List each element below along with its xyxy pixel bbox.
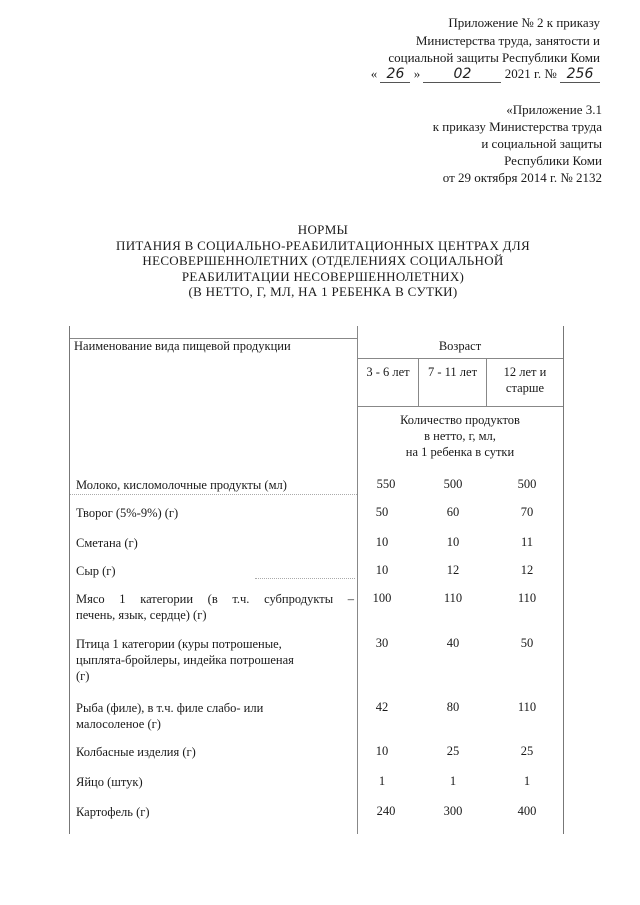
row-2-age1: 10	[375, 535, 389, 549]
row-5-name-line2: цыплята-бройлеры, индейка потрошеная	[76, 653, 294, 667]
row-9-age1: 240	[376, 804, 396, 818]
appendix31-line1: «Приложение 3.1	[506, 102, 602, 117]
appendix31-line4: Республики Коми	[504, 153, 602, 168]
row-3-age1: 10	[375, 563, 389, 577]
row-6-name	[76, 700, 354, 732]
row-3-rule	[255, 578, 355, 579]
age-group-1: 3 - 6 лет	[366, 365, 410, 379]
age-group-2: 7 - 11 лет	[427, 365, 478, 379]
title-line4: РЕАБИЛИТАЦИИ НЕСОВЕРШЕННОЛЕТНИХ)	[181, 268, 465, 284]
order-number: 256	[566, 66, 594, 82]
row-5-age1: 30	[375, 636, 389, 650]
appendix2-header	[340, 14, 600, 67]
col-name-header: Наименование вида пищевой продукции	[74, 339, 291, 353]
row-2-age2: 10	[446, 535, 460, 549]
appendix2-line3: социальной защиты Республики Коми	[388, 50, 600, 65]
row-6-age1: 42	[375, 700, 389, 714]
document-title	[88, 222, 558, 300]
title-line2: ПИТАНИЯ В СОЦИАЛЬНО-РЕАБИЛИТАЦИОННЫХ ЦЕНТРАХ ДЛЯ	[116, 237, 530, 253]
date-close-quote: »	[413, 66, 421, 81]
row-0-age1: 550	[376, 477, 396, 491]
row-1-age1: 50	[375, 505, 389, 519]
quantity-line1: Количество продуктов	[400, 413, 520, 427]
row-7-age1: 10	[375, 744, 389, 758]
age-header: Возраст	[438, 339, 482, 353]
title-line3: НЕСОВЕРШЕННОЛЕТНИХ (ОТДЕЛЕНИЯХ СОЦИАЛЬНОЙ	[142, 253, 504, 268]
row-6-name-line2: малосоленое (г)	[76, 717, 161, 731]
row-1-age2: 60	[446, 505, 460, 519]
appendix31-line2: к приказу Министерства труда	[432, 119, 602, 134]
row-5-age3: 50	[520, 636, 534, 650]
title-line5: (В НЕТТО, Г, МЛ, НА 1 РЕБЕНКА В СУТКИ)	[188, 284, 458, 299]
age-group-3-line2: старше	[505, 381, 545, 395]
title-line1: НОРМЫ	[297, 222, 349, 237]
row-9-age3: 400	[517, 804, 537, 818]
row-5-name-line3: (г)	[76, 669, 90, 683]
appendix31-line3: и социальной защиты	[481, 136, 602, 151]
order-year: 2021 г. №	[504, 66, 557, 81]
row-6-age2: 80	[446, 700, 460, 714]
row-2-age3: 11	[520, 535, 534, 549]
age-group-3-line1: 12 лет и	[503, 365, 547, 379]
row-4-name-line1: Мясо 1 категории (в т.ч. субпродукты –	[76, 592, 354, 606]
appendix31-line5: от 29 октября 2014 г. № 2132	[442, 170, 602, 185]
row-0-rule	[70, 494, 357, 495]
appendix31-header	[433, 101, 602, 186]
row-5-name	[76, 636, 354, 684]
table-border-left	[69, 326, 70, 834]
row-7-age2: 25	[446, 744, 460, 758]
row-0-age2: 500	[443, 477, 463, 491]
row-4-name-line2: печень, язык, сердце) (г)	[76, 608, 207, 622]
appendix2-line1: Приложение № 2 к приказу	[448, 15, 600, 30]
age-group-3	[487, 364, 563, 396]
row-5-name-line1: Птица 1 категории (куры потрошеные,	[76, 637, 282, 651]
row-8-name: Яйцо (штук)	[76, 775, 143, 789]
quantity-header	[357, 412, 563, 460]
row-1-age3: 70	[520, 505, 534, 519]
row-1-name: Творог (5%-9%) (г)	[76, 506, 179, 520]
row-0-age3: 500	[517, 477, 537, 491]
row-0-name: Молоко, кисломолочные продукты (мл)	[76, 478, 287, 492]
row-8-age2: 1	[449, 774, 457, 788]
order-month: 02	[453, 66, 472, 82]
row-4-age3: 110	[517, 591, 537, 605]
row-9-age2: 300	[443, 804, 463, 818]
row-4-name	[76, 591, 354, 623]
row-5-age2: 40	[446, 636, 460, 650]
order-day: 26	[386, 66, 405, 82]
row-9-name: Картофель (г)	[76, 805, 150, 819]
date-open-quote: «	[370, 66, 378, 81]
quantity-line2: в нетто, г, мл,	[424, 429, 496, 443]
qty-rule	[357, 406, 563, 407]
row-2-name: Сметана (г)	[76, 536, 138, 550]
order-date-line	[371, 66, 600, 83]
row-4-age2: 110	[443, 591, 463, 605]
row-8-age1: 1	[378, 774, 386, 788]
row-7-name: Колбасные изделия (г)	[76, 745, 196, 759]
quantity-line3: на 1 ребенка в сутки	[405, 445, 515, 459]
appendix2-line2: Министерства труда, занятости и	[415, 32, 600, 48]
row-6-name-line1: Рыба (филе), в т.ч. филе слабо- или	[76, 701, 264, 715]
row-7-age3: 25	[520, 744, 534, 758]
row-3-age3: 12	[520, 563, 534, 577]
table-border-right	[563, 326, 564, 834]
row-3-age2: 12	[446, 563, 460, 577]
row-8-age3: 1	[523, 774, 531, 788]
row-3-name: Сыр (г)	[76, 564, 116, 578]
row-4-age1: 100	[372, 591, 392, 605]
age-rule	[357, 358, 563, 359]
row-6-age3: 110	[517, 700, 537, 714]
